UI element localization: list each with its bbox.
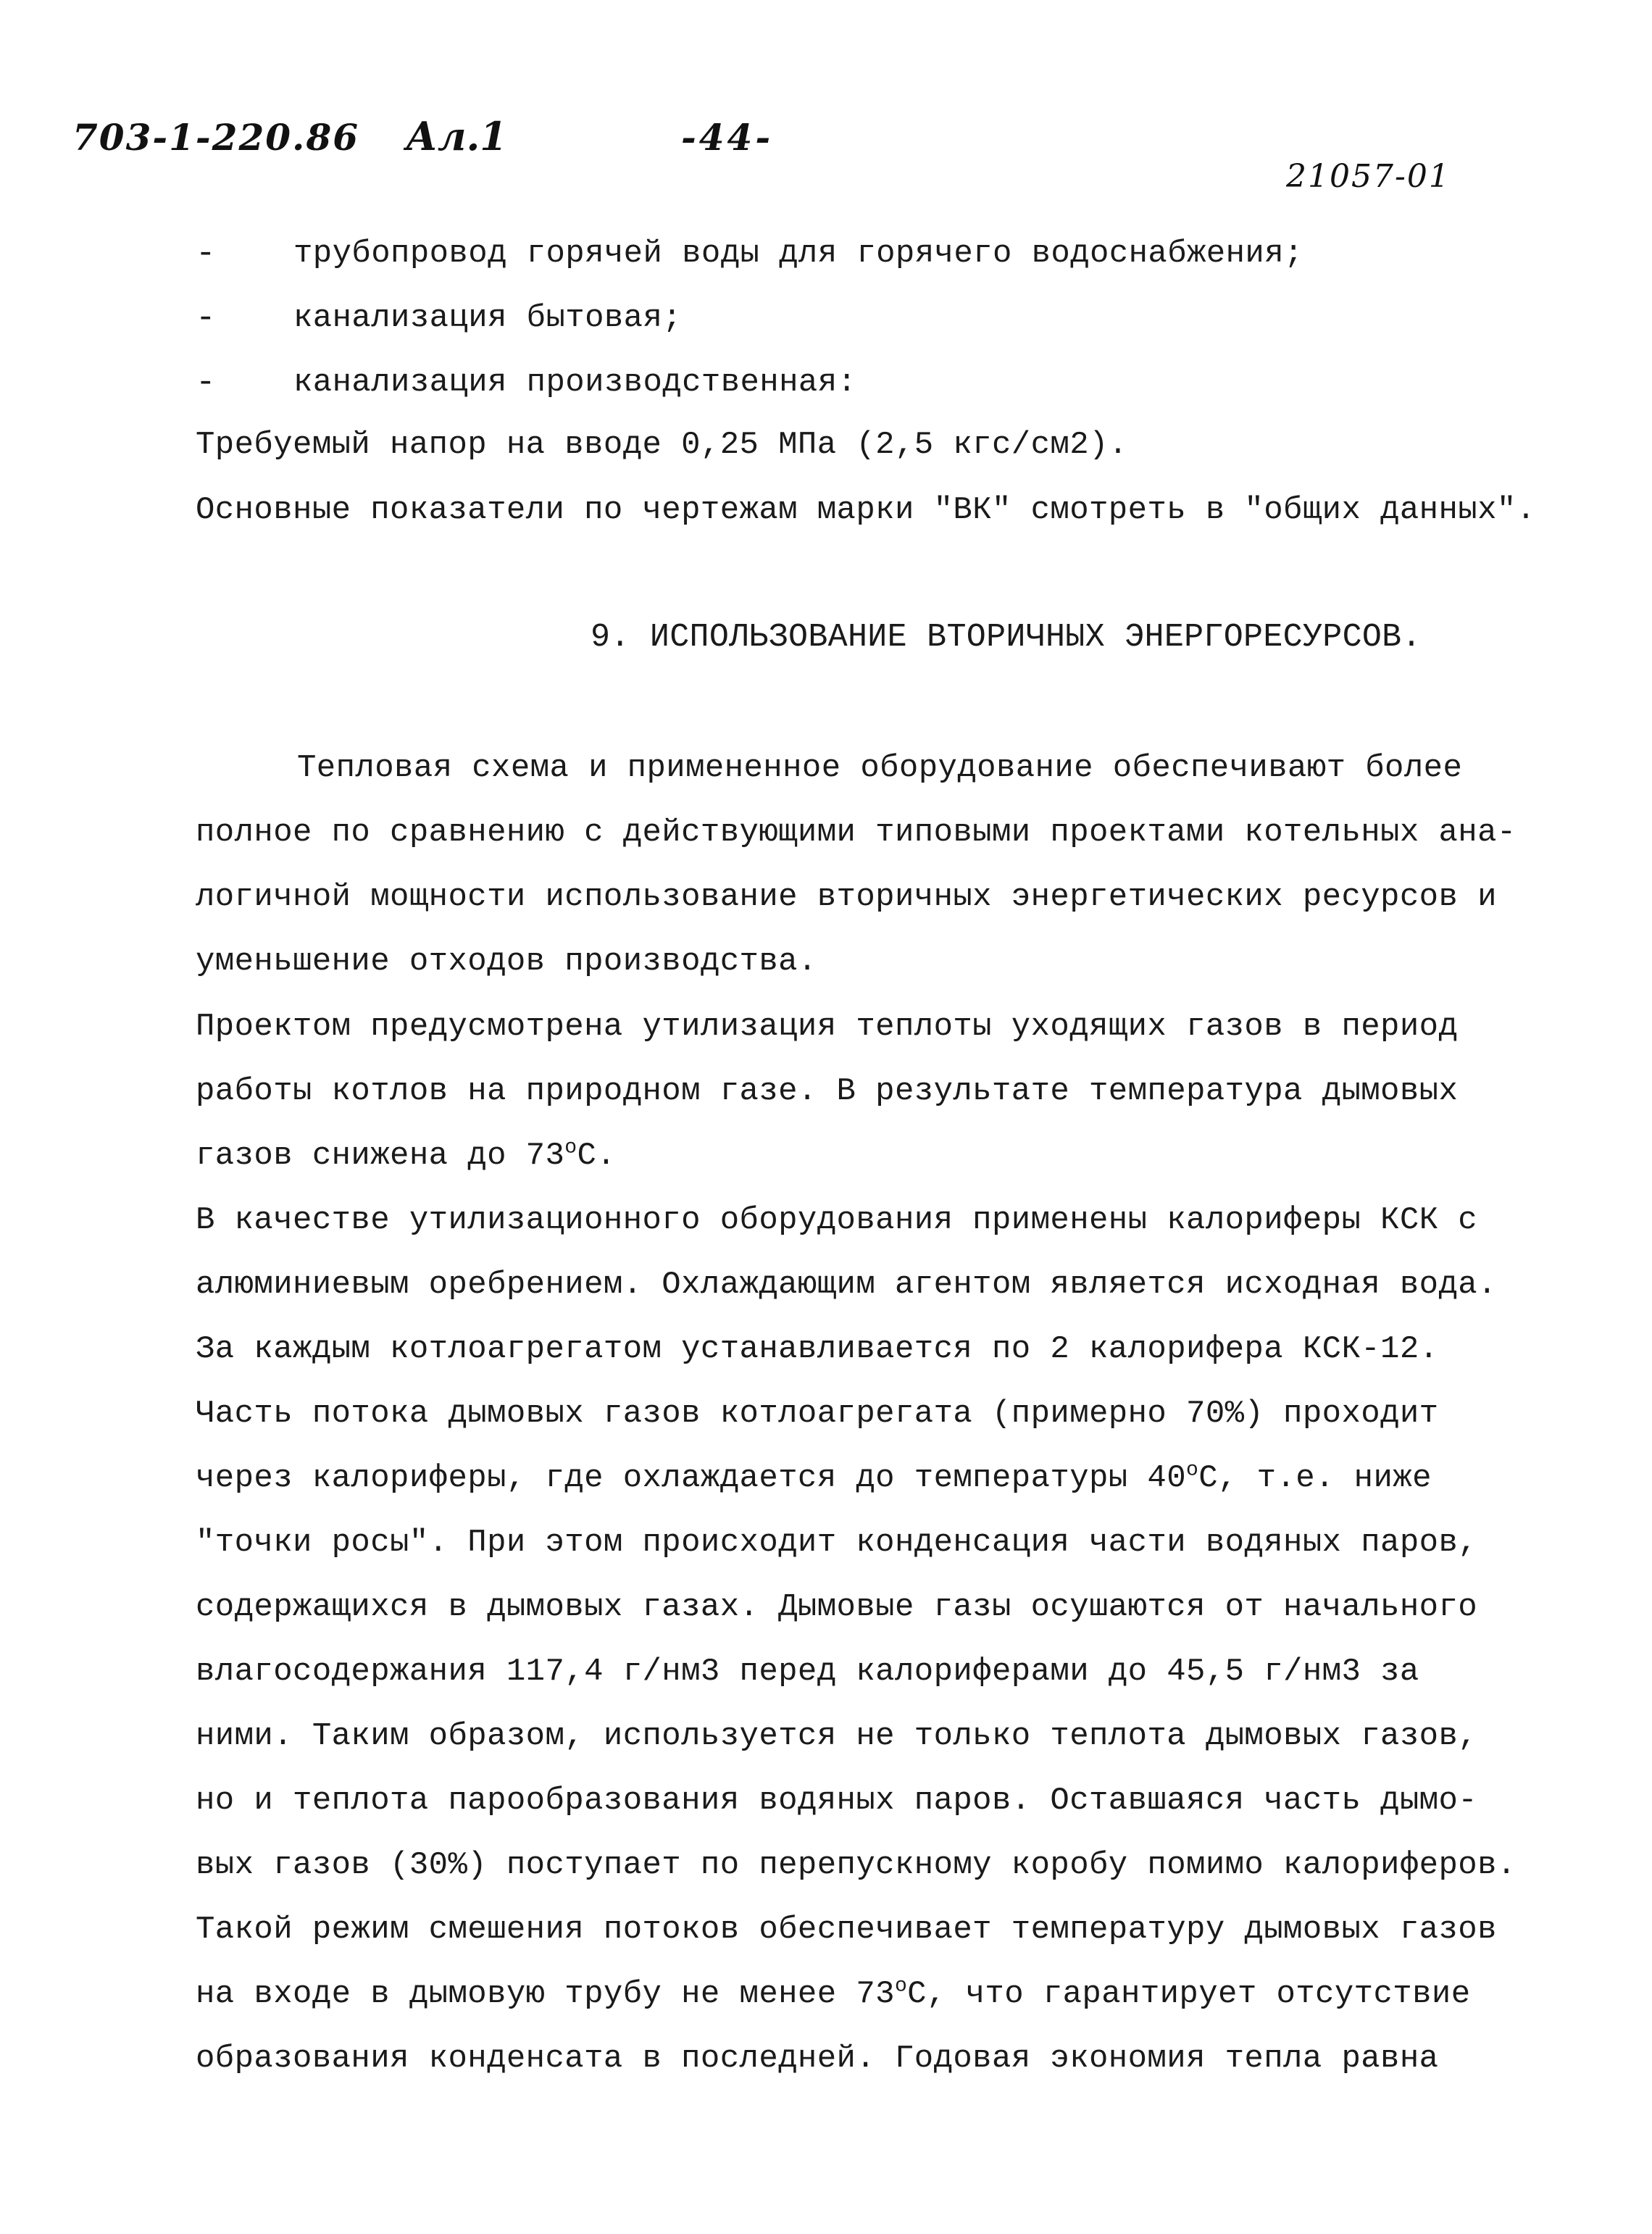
bullet-marker: -: [196, 364, 216, 401]
body-line: За каждым котлоагрегатом устанавливается по 2 калорифера КСК-12.: [196, 1331, 1439, 1367]
body-line: содержащихся в дымовых газах. Дымовые газы осушаются от начального: [196, 1589, 1478, 1625]
body-line: полное по сравнению с действующими типовыми проектами котельных ана-: [196, 814, 1517, 851]
body-line: Часть потока дымовых газов котлоагрегата (примерно 70%) проходит: [196, 1396, 1439, 1432]
page-number: -44-: [681, 116, 774, 159]
body-line: образования конденсата в последней. Годовая экономия тепла равна: [196, 2041, 1439, 2077]
body-line-text: через калориферы, где охлаждается до температуры 40: [196, 1460, 1187, 1496]
body-line: влагосодержания 117,4 г/нм3 перед калориферами до 45,5 г/нм3 за: [196, 1654, 1419, 1690]
body-line: но и теплота парообразования водяных паров. Оставшаяся часть дымо-: [196, 1783, 1478, 1819]
body-line-text: С.: [577, 1138, 617, 1174]
body-line: [196, 1975, 1572, 2012]
list-item: трубопровод горячей воды для горячего водоснабжения;: [293, 236, 1303, 272]
degree-sign: o: [1186, 1459, 1199, 1482]
body-line: ними. Таким образом, используется не только теплота дымовых газов,: [196, 1718, 1478, 1754]
list-item: канализация производственная:: [293, 364, 857, 401]
body-line: "точки росы". При этом происходит конденсация части водяных паров,: [196, 1525, 1478, 1561]
body-line: Тепловая схема и примененное оборудование обеспечивают более: [297, 750, 1463, 786]
body-line: Проектом предусмотрена утилизация теплоты уходящих газов в период: [196, 1009, 1459, 1045]
body-line: [196, 1136, 1572, 1174]
body-line: [196, 1459, 1572, 1496]
album-label: Ал.1: [406, 113, 507, 159]
body-line: алюминиевым оребрением. Охлаждающим агентом является исходная вода.: [196, 1267, 1497, 1303]
body-line-text: на входе в дымовую трубу не менее 73: [196, 1976, 895, 2012]
inventory-number: 21057-01: [1286, 158, 1451, 195]
bullet-marker: -: [196, 299, 216, 337]
degree-sign: o: [564, 1136, 577, 1159]
body-line-text: С, т.е. ниже: [1198, 1460, 1432, 1496]
degree-sign: o: [894, 1975, 908, 1998]
body-line: вых газов (30%) поступает по перепускному коробу помимо калориферов.: [196, 1847, 1517, 1883]
body-line: работы котлов на природном газе. В результате температура дымовых: [196, 1073, 1459, 1109]
body-line: уменьшение отходов производства.: [196, 943, 817, 980]
bullet-marker: -: [196, 235, 216, 272]
body-line: логичной мощности использование вторичных энергетических ресурсов и: [196, 879, 1497, 915]
list-item: канализация бытовая;: [293, 300, 683, 336]
body-line-text: С, что гарантирует отсутствие: [907, 1976, 1471, 2012]
body-line: Требуемый напор на вводе 0,25 МПа (2,5 кгс/см2).: [196, 427, 1128, 463]
document-code: 703-1-220.86: [72, 116, 360, 159]
body-line: В качестве утилизационного оборудования применены калориферы КСК с: [196, 1202, 1478, 1238]
section-heading: 9. ИСПОЛЬЗОВАНИЕ ВТОРИЧНЫХ ЭНЕРГОРЕСУРСОВ.: [591, 619, 1422, 656]
body-line: Такой режим смешения потоков обеспечивает температуру дымовых газов: [196, 1912, 1497, 1948]
body-line: Основные показатели по чертежам марки "ВК" смотреть в "общих данных".: [196, 492, 1536, 528]
body-line-text: газов снижена до 73: [196, 1138, 565, 1174]
